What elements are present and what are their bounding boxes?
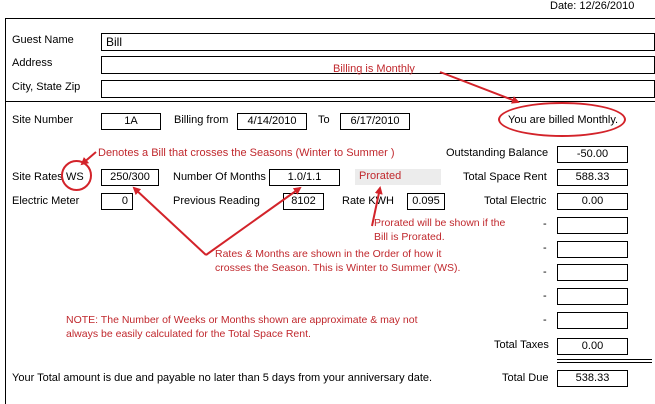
extra-row-dash: -	[543, 218, 547, 230]
number-of-months-field[interactable]: 1.0/1.1	[269, 169, 340, 186]
previous-reading-field[interactable]: 8102	[283, 193, 324, 210]
prorated-indicator: Prorated	[355, 169, 441, 185]
site-number-field[interactable]: 1A	[101, 113, 161, 130]
extra-row-dash: -	[543, 266, 547, 278]
extra-row-dash: -	[543, 242, 547, 254]
total-electric-label: Total Electric	[484, 195, 547, 207]
arrow-prorated	[372, 188, 380, 226]
total-space-rent-label: Total Space Rent	[463, 171, 547, 183]
arrow-billing-monthly	[440, 72, 518, 102]
extra-row-dash: -	[543, 314, 547, 326]
total-electric-field[interactable]: 0.00	[557, 193, 628, 210]
to-label: To	[318, 114, 330, 126]
total-taxes-field[interactable]: 0.00	[557, 338, 628, 355]
city-state-zip-label: City, State Zip	[12, 81, 81, 93]
annotation-prorated-line2: Bill is Prorated.	[374, 231, 445, 243]
previous-reading-label: Previous Reading	[173, 195, 260, 207]
total-due-field[interactable]: 538.33	[557, 370, 628, 387]
billing-from-label: Billing from	[174, 114, 229, 126]
date-label: Date: 12/26/2010	[550, 0, 635, 12]
annotation-prorated-line1: Prorated will be shown if the	[374, 217, 506, 229]
outstanding-balance-label: Outstanding Balance	[446, 147, 549, 159]
guest-name-field[interactable]: Bill	[101, 33, 655, 51]
number-of-months-label: Number Of Months	[173, 171, 266, 183]
annotation-order-line2: crosses the Season. This is Winter to Summer (WS).	[215, 262, 461, 274]
annotation-note-line1: NOTE: The Number of Weeks or Months shown are approximate & may not	[66, 314, 418, 326]
arrow-order-months	[206, 188, 300, 255]
to-field[interactable]: 6/17/2010	[340, 113, 410, 130]
annotation-note-line2: always be easily calculated for the Total Space Rent.	[66, 328, 311, 340]
billed-monthly-text: You are billed Monthly.	[508, 114, 619, 126]
annotation-order-line1: Rates & Months are shown in the Order of how it	[215, 248, 442, 260]
guest-name-label: Guest Name	[12, 34, 74, 46]
electric-meter-label: Electric Meter	[12, 195, 80, 207]
rate-kwh-label: Rate KWH	[342, 195, 394, 207]
outstanding-balance-field[interactable]: -50.00	[557, 146, 628, 163]
total-taxes-label: Total Taxes	[494, 339, 549, 351]
rate-kwh-field[interactable]: 0.095	[407, 193, 445, 210]
site-rates-field[interactable]: 250/300	[101, 169, 159, 186]
due-notice: Your Total amount is due and payable no later than 5 days from your anniversary date.	[12, 372, 433, 384]
annotation-billing-monthly: Billing is Monthly	[333, 63, 415, 75]
billing-from-field[interactable]: 4/14/2010	[237, 113, 307, 130]
arrow-crosses-seasons	[82, 152, 96, 164]
electric-meter-field[interactable]: 0	[101, 193, 133, 210]
address-label: Address	[12, 57, 53, 69]
total-space-rent-field[interactable]: 588.33	[557, 169, 628, 186]
site-rates-label: Site Rates	[12, 171, 63, 183]
annotation-crosses-seasons: Denotes a Bill that crosses the Seasons (Winter to Summer )	[98, 147, 395, 159]
site-number-label: Site Number	[12, 114, 74, 126]
site-rates-code: WS	[66, 171, 84, 183]
total-due-label: Total Due	[502, 372, 549, 384]
extra-row-dash: -	[543, 290, 547, 302]
arrow-order-rates	[134, 188, 206, 255]
